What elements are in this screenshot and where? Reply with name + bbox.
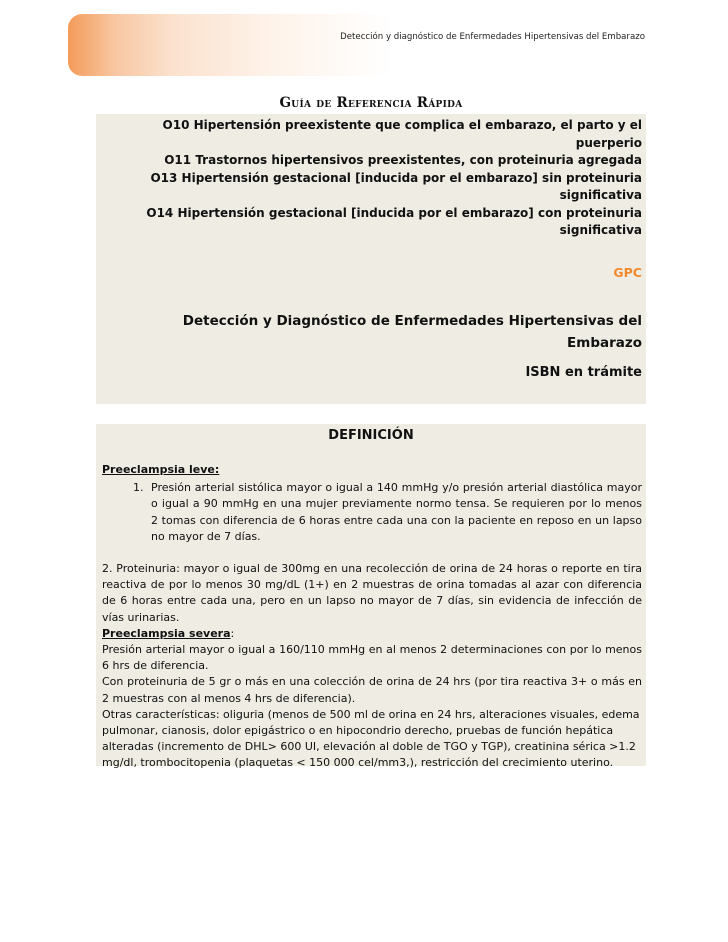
header-accent-bar	[68, 14, 658, 76]
leve-criterion-item: 1. Presión arterial sistólica mayor o igual a 140 mmHg y/o presión arterial diastólica mayor o igual a 90 mmHg en una mujer previamente normo tensa. Se requieren por lo menos 2 tomas con diferencia de 6 horas entre cada una con la paciente en reposo en un lapso no mayor de 7 días.	[147, 480, 642, 545]
document-title: Detección y Diagnóstico de Enfermedades Hipertensivas del Embarazo	[182, 313, 642, 351]
preeclampsia-leve-heading: Preeclampsia leve:	[102, 463, 220, 476]
proteinuria-paragraph: 2. Proteinuria: mayor o igual de 300mg en una recolección de orina de 24 horas o reporte en tira reactiva de por lo menos 30 mg/dL (1+) en 2 muestras de orina tomadas al azar con diferencia de 6 horas entre cada una, pero en un lapso no mayor de 7 días, sin evidencia de infección de vías urinarias.	[102, 562, 642, 624]
definition-title: DEFINICIÓN	[328, 428, 414, 443]
preeclampsia-severa-heading: Preeclampsia severa	[102, 626, 231, 640]
gpc-label: GPC	[613, 265, 642, 280]
preeclampsia-severa-heading-line	[102, 626, 642, 642]
severa-proteinuria: Con proteinuria de 5 gr o más en una colección de orina de 24 hrs (por tira reactiva 3+ o más en 2 muestras con al menos 4 hrs de diferencia).	[102, 675, 642, 705]
severa-other-characteristics: Otras características: oliguria (menos de 500 ml de orina en 24 hrs, alteraciones visuales, edema pulmonar, cianosis, dolor epigástrico o en hipocondrio derecho, pruebas de función hepática alteradas (incremento de DHL> 600 UI, elevación al doble de TGO y TGP), creatinina sérica >1.2 mg/dl, trombocitopenia (plaquetas < 150 000 cel/mm3,), restricción del crecimiento uterino.	[102, 707, 640, 770]
spacer	[102, 545, 642, 561]
icd-code-o11: O11 Trastornos hipertensivos preexistentes, con proteinuria agregada	[164, 153, 642, 167]
icd-code-o13: O13 Hipertensión gestacional [inducida por el embarazo] sin proteinuria significativa	[150, 170, 642, 202]
leve-criteria-list	[102, 480, 642, 545]
running-header: Detección y diagnóstico de Enfermedades Hipertensivas del Embarazo	[340, 32, 645, 42]
guide-title: Guía de Referencia Rápida	[279, 95, 463, 111]
severa-blood-pressure: Presión arterial mayor o igual a 160/110 mmHg en al menos 2 determinaciones con por lo menos 6 hrs de diferencia.	[102, 643, 642, 673]
icd-code-list	[142, 117, 642, 240]
icd-code-o14: O14 Hipertensión gestacional [inducida por el embarazo] con proteinuria significativa	[146, 205, 642, 237]
definition-content	[102, 462, 642, 772]
guide-info-box	[96, 114, 646, 404]
isbn-label: ISBN en trámite	[525, 365, 642, 380]
icd-code-o10: O10 Hipertensión preexistente que complica el embarazo, el parto y el puerperio	[162, 118, 642, 150]
heading-colon: :	[230, 626, 235, 640]
